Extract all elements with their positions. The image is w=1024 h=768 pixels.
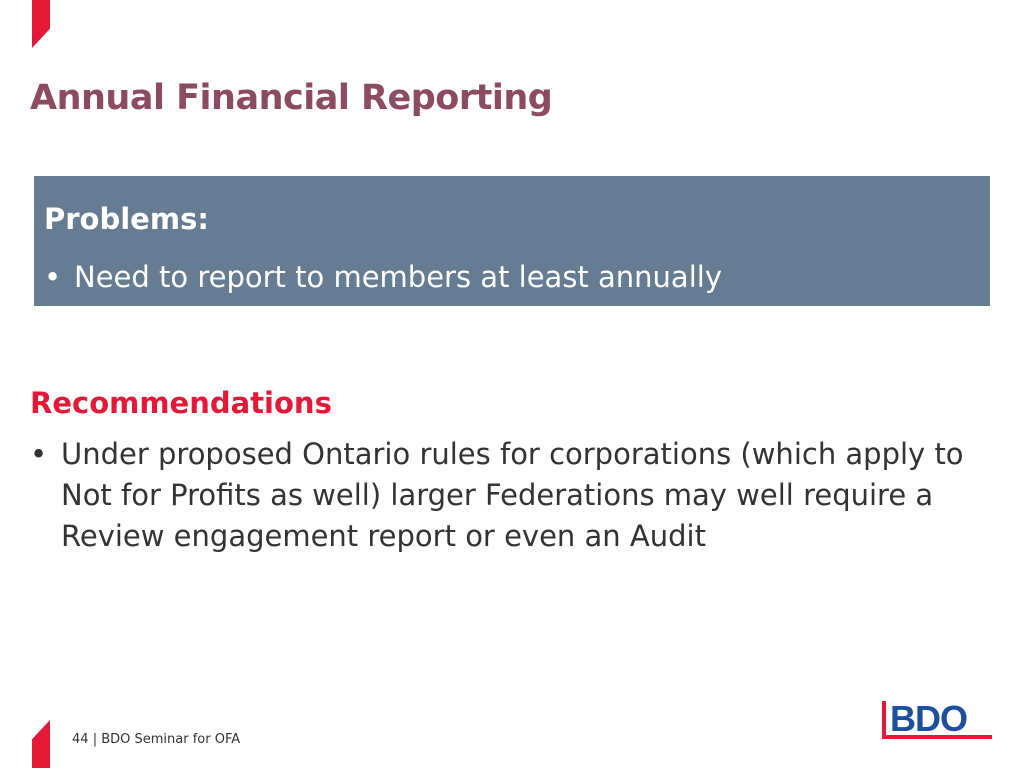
logo-text: BDO bbox=[890, 698, 967, 739]
problems-box bbox=[34, 176, 990, 306]
bdo-logo bbox=[880, 697, 994, 743]
bullet-icon: • bbox=[30, 437, 48, 471]
problem-item-text: Need to report to members at least annually bbox=[74, 260, 722, 294]
problems-heading: Problems: bbox=[44, 202, 209, 236]
recommendations-list bbox=[30, 434, 990, 557]
recommendation-item-text: Under proposed Ontario rules for corporations (which apply to Not for Profits as well) larger Federations may well require a Review engagement report or even an Audit bbox=[61, 437, 964, 553]
footer bbox=[72, 732, 240, 747]
top-accent-bar bbox=[32, 0, 50, 48]
recommendation-item bbox=[30, 434, 990, 557]
footer-text: BDO Seminar for OFA bbox=[101, 732, 241, 747]
recommendations-heading: Recommendations bbox=[30, 386, 332, 420]
bullet-icon: • bbox=[44, 260, 62, 294]
page-number: 44 bbox=[72, 732, 89, 747]
slide-title: Annual Financial Reporting bbox=[30, 78, 553, 118]
bottom-accent-bar bbox=[32, 720, 50, 768]
problem-item bbox=[44, 260, 722, 294]
footer-separator: | bbox=[92, 732, 98, 747]
